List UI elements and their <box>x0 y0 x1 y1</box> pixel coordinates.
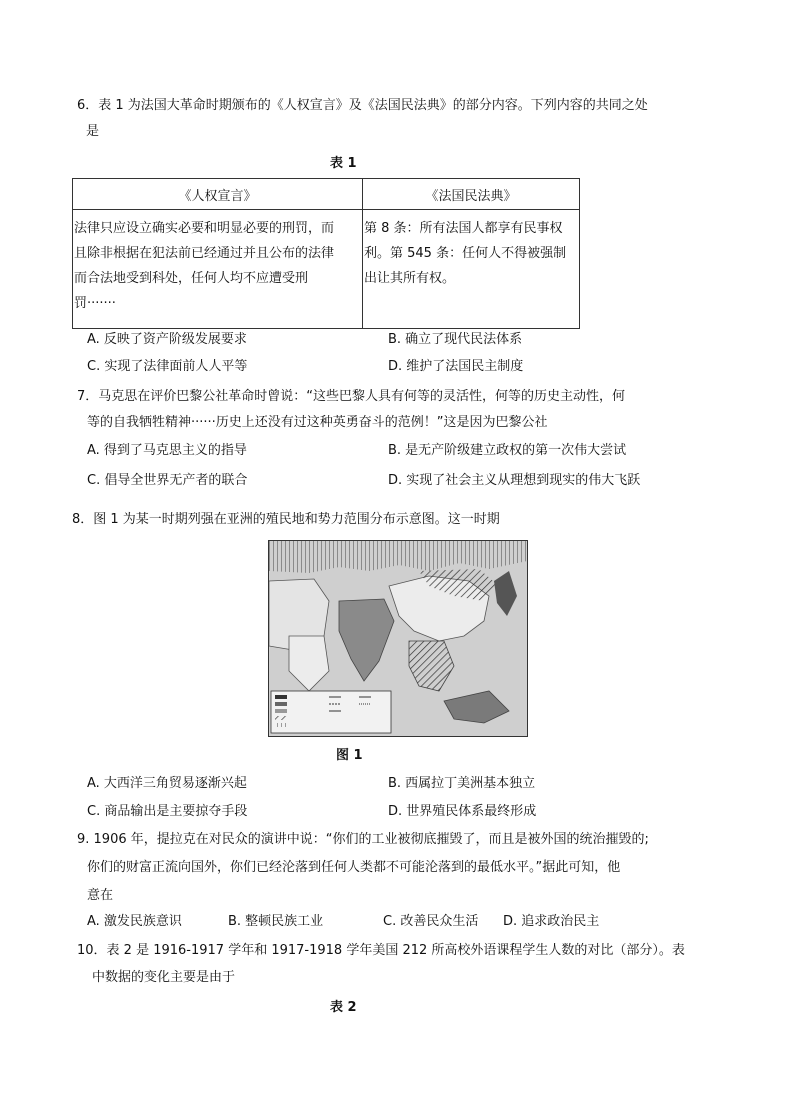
q7-stem-line2: 等的自我牺牲精神······历史上还没有过这种英勇奋斗的范例！”这是因为巴黎公社 <box>87 415 548 430</box>
q9-option-b[interactable]: B. 整顿民族工业 <box>228 914 324 929</box>
table2-caption: 表 2 <box>330 1000 357 1015</box>
table1-caption: 表 1 <box>330 156 357 171</box>
q10-stem-line1: 10．表 2 是 1916-1917 学年和 1917-1918 学年美国 212 所高校外语课程学生人数的对比（部分）。表 <box>77 943 685 958</box>
q9-option-c[interactable]: C. 改善民众生活 <box>383 914 479 929</box>
q8-option-a[interactable]: A. 大西洋三角贸易逐渐兴起 <box>87 776 247 791</box>
q8-option-d[interactable]: D. 世界殖民体系最终形成 <box>388 804 537 819</box>
q6-stem-line1: 6．表 1 为法国大革命时期颁布的《人权宣言》及《法国民法典》的部分内容。下列内容的共同之处 <box>77 98 648 113</box>
table1-c2-line: 利。第 545 条：任何人不得被强制 <box>364 246 567 261</box>
table1-c1-line: 且除非根据在犯法前已经通过并且公布的法律 <box>74 246 335 261</box>
q6-option-a[interactable]: A. 反映了资产阶级发展要求 <box>87 332 247 347</box>
q6-option-d[interactable]: D. 维护了法国民主制度 <box>388 359 524 374</box>
table1-cell-declaration <box>73 210 363 329</box>
q8-stem-line1: 8．图 1 为某一时期列强在亚洲的殖民地和势力范围分布示意图。这一时期 <box>72 512 500 527</box>
table1-cell-civil-code <box>363 210 580 329</box>
table1-c1-line: 法律只应设立确实必要和明显必要的刑罚，而 <box>74 221 335 236</box>
q8-option-c[interactable]: C. 商品输出是主要掠夺手段 <box>87 804 248 819</box>
table1 <box>72 178 580 329</box>
table1-c2-line: 出让其所有权。 <box>364 271 456 286</box>
q6-stem-line2: 是 <box>86 124 100 139</box>
q9-stem-line2: 你们的财富正流向国外，你们已经沦落到任何人类都不可能沦落到的最低水平。”据此可知，他 <box>87 860 621 875</box>
table1-header-1: 《人权宣言》 <box>73 179 363 210</box>
table1-c1-line: 而合法地受到科处，任何人均不应遭受刑 <box>74 271 309 286</box>
q9-stem-line3: 意在 <box>87 888 114 903</box>
q8-option-b[interactable]: B. 西属拉丁美洲基本独立 <box>388 776 536 791</box>
table1-c1-line: 罚······· <box>74 296 116 311</box>
q7-option-a[interactable]: A. 得到了马克思主义的指导 <box>87 443 247 458</box>
q7-stem-line1: 7．马克思在评价巴黎公社革命时曾说：“这些巴黎人具有何等的灵活性，何等的历史主动性，何 <box>77 389 626 404</box>
q6-option-b[interactable]: B. 确立了现代民法体系 <box>388 332 523 347</box>
map-image <box>269 541 527 736</box>
figure1-caption: 图 1 <box>336 748 363 763</box>
q7-option-d[interactable]: D. 实现了社会主义从理想到现实的伟大飞跃 <box>388 473 641 488</box>
q7-option-b[interactable]: B. 是无产阶级建立政权的第一次伟大尝试 <box>388 443 627 458</box>
q10-stem-line2: 中数据的变化主要是由于 <box>92 970 236 985</box>
q9-option-d[interactable]: D. 追求政治民主 <box>503 914 600 929</box>
table1-header-2: 《法国民法典》 <box>363 179 580 210</box>
q7-option-c[interactable]: C. 倡导全世界无产者的联合 <box>87 473 248 488</box>
table1-c2-line: 第 8 条：所有法国人都享有民事权 <box>364 221 563 236</box>
asia-colonial-map <box>268 540 528 737</box>
q9-option-a[interactable]: A. 激发民族意识 <box>87 914 182 929</box>
q6-option-c[interactable]: C. 实现了法律面前人人平等 <box>87 359 248 374</box>
q9-stem-line1: 9. 1906 年，提拉克在对民众的演讲中说：“你们的工业被彻底摧毁了，而且是被外国的统治摧毁的; <box>77 832 649 847</box>
